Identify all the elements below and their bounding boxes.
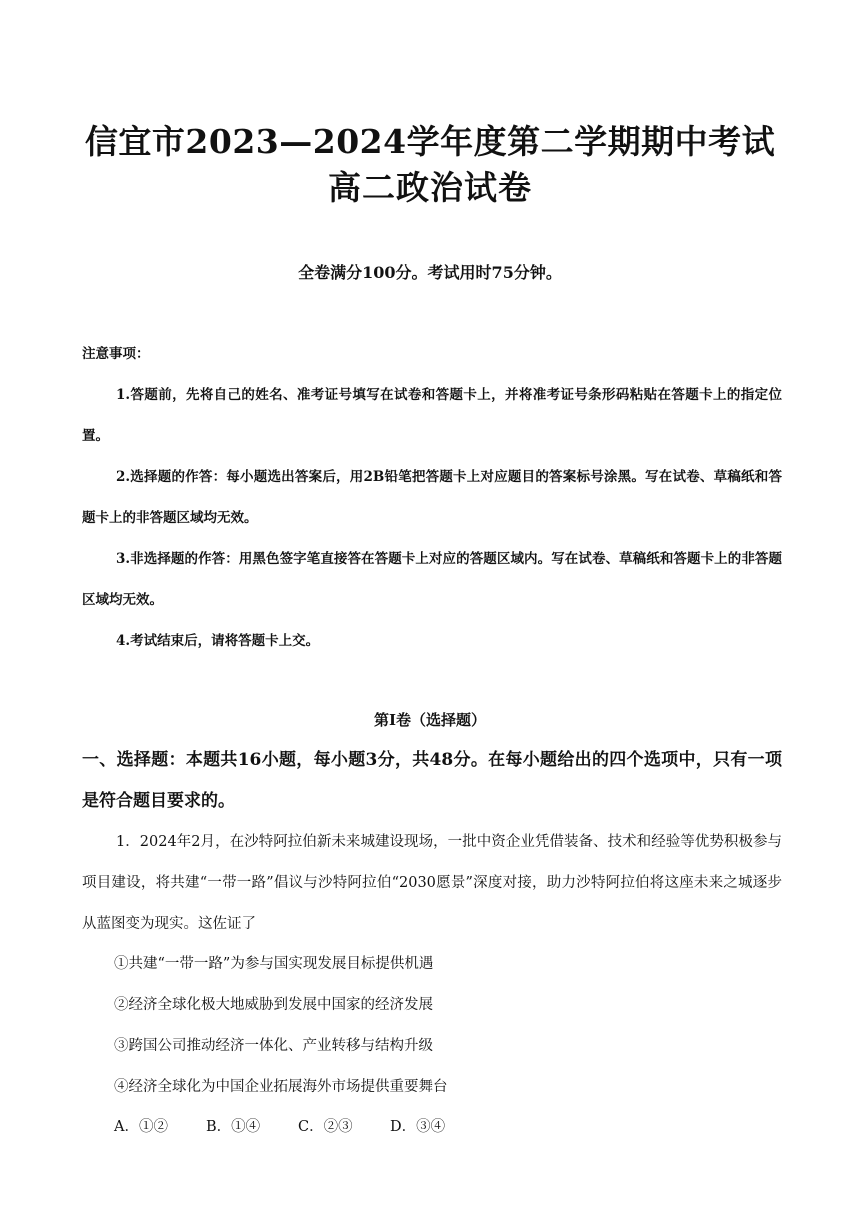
notice-heading: 注意事项： [82, 346, 150, 362]
question-statement: ③跨国公司推动经济一体化、产业转移与结构升级 [114, 1038, 433, 1054]
choice-c: C．②③ [298, 1119, 353, 1135]
choice-d: D．③④ [390, 1119, 446, 1135]
notice-item: 4.考试结束后，请将答题卡上交。 [116, 633, 320, 649]
score-info: 全卷满分100分。考试用时75分钟。 [298, 263, 562, 282]
answer-choices [114, 1116, 445, 1138]
question-stem: 1．2024年2月，在沙特阿拉伯新未来城建设现场，一批中资企业凭借装备、技术和经验等优势积极参与项目建设，将共建“一带一路”倡议与沙特阿拉伯“2030愿景”深度对接，助力沙特阿拉伯将这座未来之城逐步从蓝图变为现实。这佐证了 [82, 834, 782, 932]
question-statement: ②经济全球化极大地威胁到发展中国家的经济发展 [114, 997, 433, 1013]
notice-item: 1.答题前，先将自己的姓名、准考证号填写在试卷和答题卡上，并将准考证号条形码粘贴在答题卡上的指定位置。 [82, 387, 782, 444]
question-statement: ④经济全球化为中国企业拓展海外市场提供重要舞台 [114, 1079, 448, 1095]
exam-subtitle: 高二政治试卷 [328, 168, 532, 207]
choice-b: B．①④ [206, 1119, 261, 1135]
exam-title: 信宜市2023—2024学年度第二学期期中考试 [84, 122, 776, 161]
choice-a: A．①② [114, 1119, 168, 1135]
section-heading: 一、选择题：本题共16小题，每小题3分，共48分。在每小题给出的四个选项中，只有一项是符合题目要求的。 [82, 750, 782, 811]
question-statement: ①共建“一带一路”为参与国实现发展目标提供机遇 [114, 956, 434, 972]
notice-item: 3.非选择题的作答：用黑色签字笔直接答在答题卡上对应的答题区域内。写在试卷、草稿纸和答题卡上的非答题区域均无效。 [82, 551, 782, 608]
part-title: 第Ⅰ卷（选择题） [373, 711, 487, 729]
notice-item: 2.选择题的作答：每小题选出答案后，用2B铅笔把答题卡上对应题目的答案标号涂黑。写在试卷、草稿纸和答题卡上的非答题区域均无效。 [82, 469, 782, 526]
